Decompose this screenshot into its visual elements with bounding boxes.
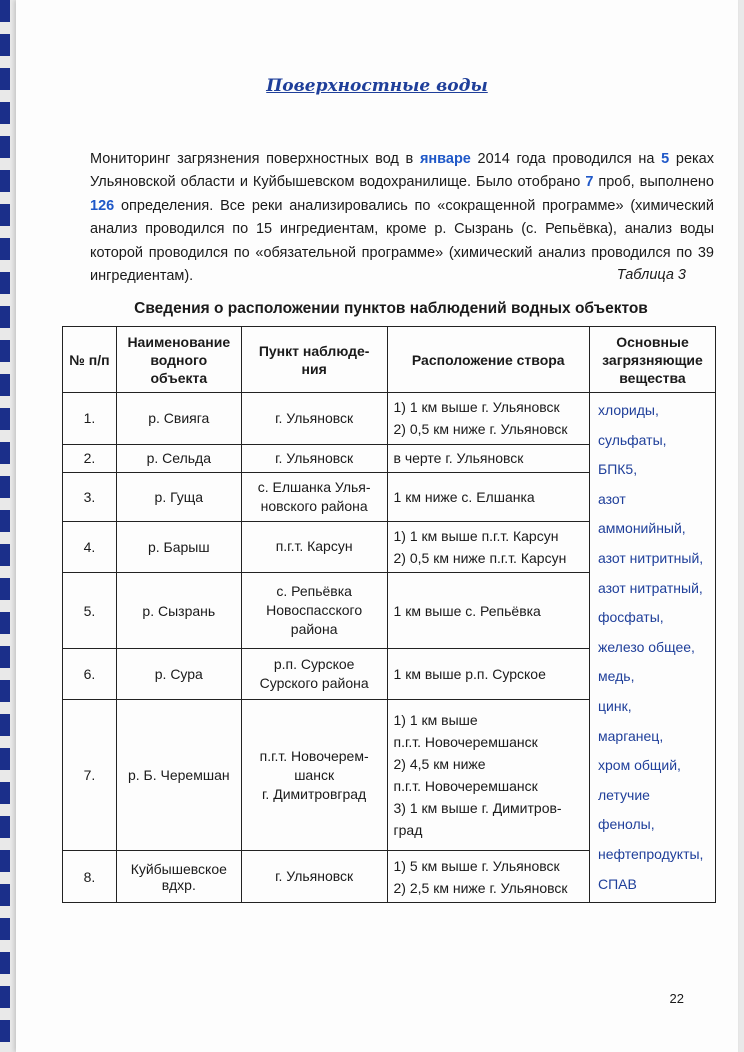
section-location-line: 2) 4,5 км ниже xyxy=(393,756,486,773)
section-location-line: п.г.т. Новочеремшанск xyxy=(393,778,538,795)
observation-point xyxy=(241,444,387,472)
section-location-line: 3) 1 км выше г. Димитров- xyxy=(393,800,562,817)
water-body-name: р. Сельда xyxy=(116,444,241,472)
water-body-name: р. Сура xyxy=(116,649,241,700)
pollutant-item: цинк, xyxy=(598,697,632,714)
water-body-name: р. Б. Черемшан xyxy=(116,699,241,851)
pollutant-item: летучие фенолы, xyxy=(598,786,655,833)
observation-point-line: п.г.т. Новочерем- xyxy=(259,747,369,764)
section-location-line: 1) 1 км выше г. Ульяновск xyxy=(393,399,560,416)
observation-point xyxy=(241,521,387,573)
row-number: 6. xyxy=(63,649,117,700)
pollutant-item: железо общее, xyxy=(598,638,695,655)
pollutant-item: фосфаты, xyxy=(598,609,664,626)
row-number: 1. xyxy=(63,393,117,445)
observation-point xyxy=(241,473,387,521)
observation-point-line: г. Димитровград xyxy=(262,785,367,802)
pollutant-item: нефтепродукты, xyxy=(598,845,704,862)
header-num: № п/п xyxy=(63,327,117,393)
observation-point xyxy=(241,649,387,700)
observation-point-line: Сурского района xyxy=(259,674,369,691)
observation-point-line: п.г.т. Карсун xyxy=(275,538,353,555)
samples-count: 7 xyxy=(585,174,594,190)
observation-point-line: г. Ульяновск xyxy=(275,449,354,466)
section-location xyxy=(387,649,589,700)
observation-point-line: Новоспасского xyxy=(266,602,363,619)
water-body-name: р. Барыш xyxy=(116,521,241,573)
observation-point-line: г. Ульяновск xyxy=(275,409,354,426)
section-location-line: 2) 0,5 км ниже п.г.т. Карсун xyxy=(393,549,567,566)
observation-point-line: новского района xyxy=(260,497,368,514)
water-body-name: р. Свияга xyxy=(116,393,241,445)
section-location xyxy=(387,521,589,573)
table-row xyxy=(63,393,716,445)
row-number: 7. xyxy=(63,699,117,851)
observation-point-line: р.п. Сурское xyxy=(273,655,355,672)
document-page xyxy=(16,0,738,1052)
observation-point-line: г. Ульяновск xyxy=(275,868,354,885)
section-location-line: 1) 1 км выше п.г.т. Карсун xyxy=(393,527,559,544)
section-location-line: 1) 1 км выше xyxy=(393,712,478,729)
section-location-line: в черте г. Ульяновск xyxy=(393,450,524,467)
section-location xyxy=(387,444,589,472)
pollutant-item: медь, xyxy=(598,668,635,685)
section-location-line: 1 км выше р.п. Сурское xyxy=(393,665,546,682)
section-location xyxy=(387,699,589,851)
section-location xyxy=(387,573,589,649)
section-location-line: град xyxy=(393,822,423,839)
pollutant-item: хлориды, xyxy=(598,402,659,418)
section-location xyxy=(387,473,589,521)
header-point: Пункт наблюде-ния xyxy=(241,327,387,393)
section-location-line: 1 км выше с. Репьёвка xyxy=(393,602,541,619)
row-number: 2. xyxy=(63,444,117,472)
pollutant-item: азот аммонийный, xyxy=(598,490,686,537)
header-name: Наименование водного объекта xyxy=(116,327,241,393)
observation-point xyxy=(241,851,387,903)
observation-point xyxy=(241,393,387,445)
intro-paragraph: Мониторинг загрязнения поверхностных вод в январе 2014 года проводился на 5 реках Ульяновской области и Куйбышевском водохранилище. Было отобрано 7 проб, выполнено 126 определения. Все реки анализировались по «сокращенной программе» (химический анализ проводился по 15 ингредиентам, кроме р. Сызрань (с. Репьёвка), анализ воды которой проводился по «обязательной программе» (химический анализ проводился по 39 ингредиентам). xyxy=(90,150,715,284)
observation-point-line: шанск xyxy=(294,766,335,783)
table-caption: Таблица 3 xyxy=(616,267,686,283)
section-location-line: п.г.т. Новочеремшанск xyxy=(393,734,538,751)
rivers-count: 5 xyxy=(661,150,670,167)
header-pollutants: Основные загрязняющие вещества xyxy=(590,327,716,393)
page-number: 22 xyxy=(669,991,684,1006)
binder-spine xyxy=(0,0,10,1052)
pollutant-item: БПК5, xyxy=(598,461,638,478)
row-number: 5. xyxy=(63,573,117,649)
pollutants-list xyxy=(590,393,716,903)
header-location: Расположение створа xyxy=(387,327,589,393)
page-title: Поверхностные воды xyxy=(266,76,488,96)
row-number: 4. xyxy=(63,521,117,573)
observation-points-table xyxy=(62,326,716,903)
table-heading: Сведения о расположении пунктов наблюдений водных объектов xyxy=(134,300,648,317)
observation-point-line: с. Репьёвка xyxy=(276,583,352,600)
row-number: 3. xyxy=(63,473,117,521)
observation-point-line: с. Елшанка Улья- xyxy=(257,478,371,495)
row-number: 8. xyxy=(63,851,117,903)
water-body-name: Куйбышевское вдхр. xyxy=(116,851,241,903)
water-body-name: р. Сызрань xyxy=(116,573,241,649)
section-location-line: 1 км ниже с. Елшанка xyxy=(393,488,535,505)
section-location xyxy=(387,393,589,445)
section-location xyxy=(387,851,589,903)
pollutant-item: азот нитратный, xyxy=(598,579,703,596)
observation-point-line: района xyxy=(290,621,338,638)
pollutant-item: СПАВ xyxy=(598,875,637,892)
section-location-line: 1) 5 км выше г. Ульяновск xyxy=(393,857,560,874)
determinations-count: 126 xyxy=(90,197,115,214)
pollutant-item: марганец, xyxy=(598,727,664,744)
pollutant-item: сульфаты, xyxy=(598,431,667,448)
water-body-name: р. Гуща xyxy=(116,473,241,521)
observation-point xyxy=(241,573,387,649)
section-location-line: 2) 2,5 км ниже г. Ульяновск xyxy=(393,879,568,896)
pollutant-item: азот нитритный, xyxy=(598,549,704,566)
month-highlight: январе xyxy=(419,150,471,167)
observation-point xyxy=(241,699,387,851)
section-location-line: 2) 0,5 км ниже г. Ульяновск xyxy=(393,421,568,438)
table-header-row xyxy=(63,327,716,393)
pollutant-item: хром общий, xyxy=(598,757,681,774)
